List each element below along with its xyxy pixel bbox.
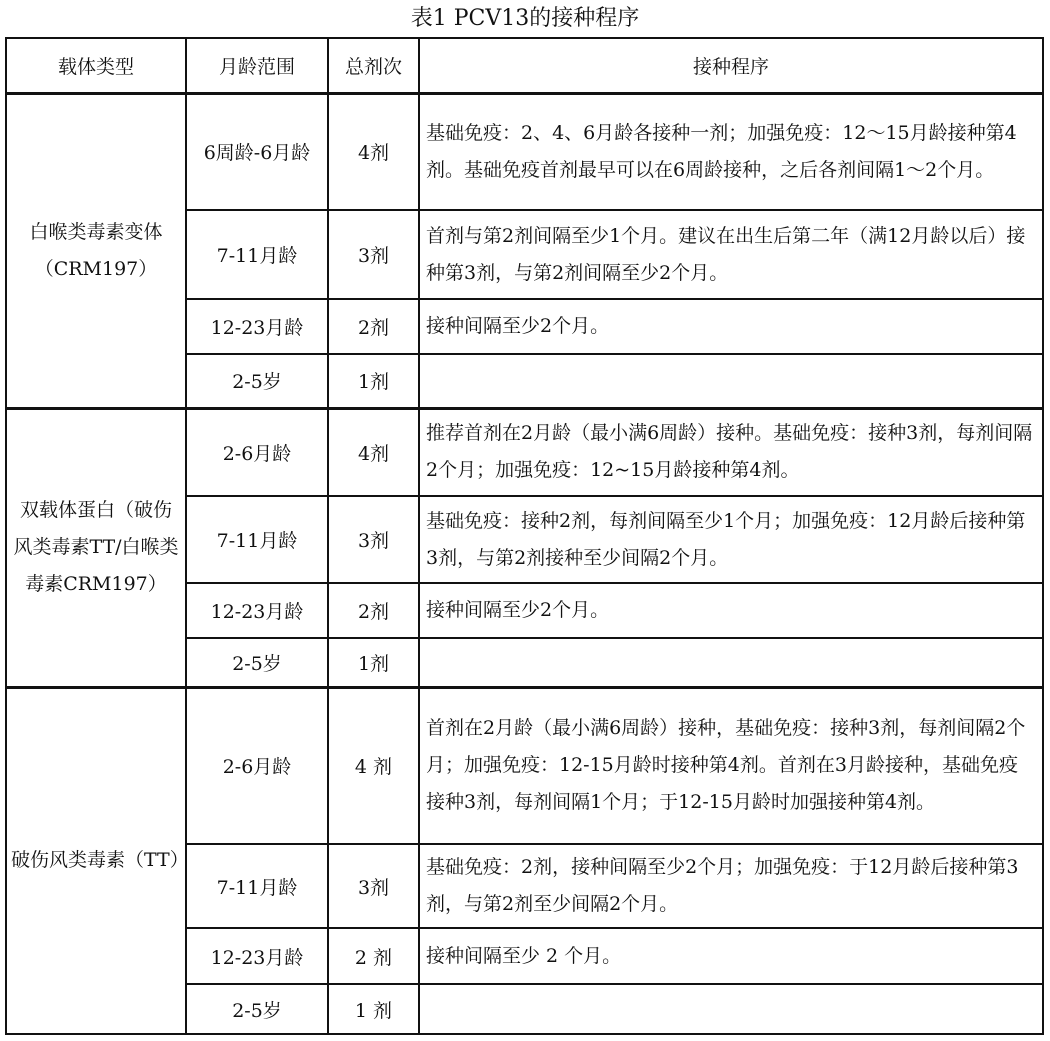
schedule-cell: 基础免疫：2剂，接种间隔至少2个月；加强免疫：于12月龄后接种第3剂，与第2剂至少间隔2个月。: [419, 844, 1043, 928]
schedule-cell: 基础免疫：2、4、6月龄各接种一剂；加强免疫：12～15月龄接种第4剂。基础免疫首剂最早可以在6周龄接种，之后各剂间隔1～2个月。: [419, 93, 1043, 210]
doses-cell: 3剂: [328, 496, 419, 583]
age-cell: 12-23月龄: [186, 583, 328, 638]
vaccination-schedule-table: [5, 37, 1044, 1035]
age-cell: 2-5岁: [186, 638, 328, 687]
header-carrier: 载体类型: [6, 38, 186, 93]
doses-cell: 1 剂: [328, 984, 419, 1034]
table-title: 表1 PCV13的接种程序: [410, 6, 640, 31]
header-doses: 总剂次: [328, 38, 419, 93]
schedule-cell: 基础免疫：接种2剂，每剂间隔至少1个月；加强免疫：12月龄后接种第3剂，与第2剂接种至少间隔2个月。: [419, 496, 1043, 583]
schedule-cell: 接种间隔至少 2 个月。: [419, 928, 1043, 984]
table-row: [6, 93, 1043, 210]
age-cell: 2-6月龄: [186, 408, 328, 496]
schedule-cell: [419, 354, 1043, 408]
header-schedule: 接种程序: [419, 38, 1043, 93]
age-cell: 2-6月龄: [186, 687, 328, 844]
schedule-cell: [419, 638, 1043, 687]
doses-cell: 2剂: [328, 583, 419, 638]
schedule-cell: [419, 984, 1043, 1034]
age-cell: 2-5岁: [186, 354, 328, 408]
schedule-cell: 首剂与第2剂间隔至少1个月。建议在出生后第二年（满12月龄以后）接种第3剂，与第2剂间隔至少2个月。: [419, 210, 1043, 299]
carrier-cell: 白喉类毒素变体（CRM197）: [6, 93, 186, 408]
schedule-cell: 首剂在2月龄（最小满6周龄）接种，基础免疫：接种3剂，每剂间隔2个月；加强免疫：12-15月龄时接种第4剂。首剂在3月龄接种，基础免疫接种3剂，每剂间隔1个月；于12-15月龄时加强接种第4剂。: [419, 687, 1043, 844]
age-cell: 7-11月龄: [186, 844, 328, 928]
doses-cell: 2 剂: [328, 928, 419, 984]
doses-cell: 2剂: [328, 299, 419, 354]
header-row: [6, 38, 1043, 93]
age-cell: 12-23月龄: [186, 928, 328, 984]
doses-cell: 3剂: [328, 844, 419, 928]
doses-cell: 4剂: [328, 93, 419, 210]
carrier-cell: 破伤风类毒素（TT）: [6, 687, 186, 1034]
doses-cell: 4 剂: [328, 687, 419, 844]
doses-cell: 3剂: [328, 210, 419, 299]
age-cell: 7-11月龄: [186, 210, 328, 299]
schedule-cell: 接种间隔至少2个月。: [419, 583, 1043, 638]
age-cell: 2-5岁: [186, 984, 328, 1034]
doses-cell: 1剂: [328, 354, 419, 408]
carrier-cell: 双载体蛋白（破伤风类毒素TT/白喉类毒素CRM197）: [6, 408, 186, 687]
schedule-cell: 推荐首剂在2月龄（最小满6周龄）接种。基础免疫：接种3剂，每剂间隔2个月；加强免疫：12~15月龄接种第4剂。: [419, 408, 1043, 496]
schedule-cell: 接种间隔至少2个月。: [419, 299, 1043, 354]
table-row: [6, 687, 1043, 844]
doses-cell: 1剂: [328, 638, 419, 687]
header-age: 月龄范围: [186, 38, 328, 93]
age-cell: 7-11月龄: [186, 496, 328, 583]
age-cell: 6周龄-6月龄: [186, 93, 328, 210]
age-cell: 12-23月龄: [186, 299, 328, 354]
table-row: [6, 408, 1043, 496]
doses-cell: 4剂: [328, 408, 419, 496]
